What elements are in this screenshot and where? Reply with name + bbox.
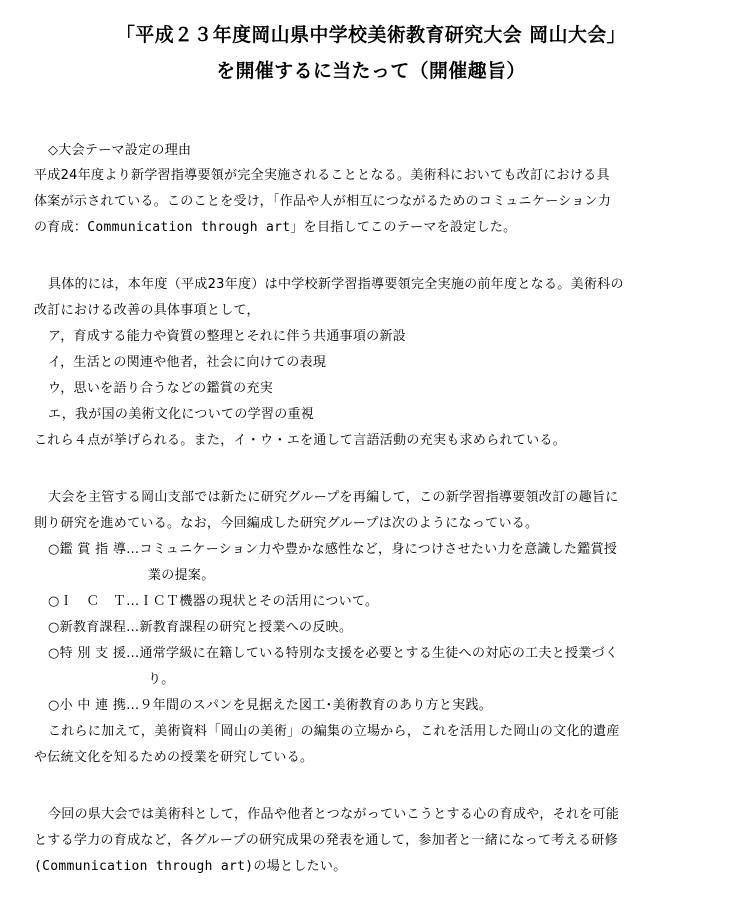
list-item: イ，生活との関連や他者，社会に向けての表現 <box>48 355 327 370</box>
group-item-appreciation: ○鑑 賞 指 導…コミュニケーション力や豊かな感性など，身につけさせたい力を意識した鑑賞授 <box>48 542 618 557</box>
para3-after-line1: これらに加えて，美術資料「岡山の美術」の編集の立場から，これを活用した岡山の文化的遺産 <box>48 724 620 739</box>
list-item: ウ，思いを語り合うなどの鑑賞の充実 <box>48 381 274 396</box>
para3-after-line2: や伝統文化を知るための授業を研究している。 <box>34 750 314 765</box>
para3-line2: 則り研究を進めている。なお，今回編成した研究グループは次のようになっている。 <box>34 516 539 531</box>
section-heading: ◇大会テーマ設定の理由 <box>48 143 192 158</box>
group-item-curriculum: ○新教育課程…新教育課程の研究と授業への反映。 <box>48 620 353 635</box>
para1-line1: 平成24年度より新学習指導要領が完全実施されることとなる。美術科においても改訂における具 <box>34 168 610 183</box>
para1-line3-post: 」を目指してこのテーマを設定した。 <box>290 220 517 235</box>
para4-line3-post: の場としたい。 <box>253 859 347 874</box>
group-item-appreciation-cont: 業の提案。 <box>148 568 215 583</box>
document-title-line1: 「平成２３年度岡山県中学校美術教育研究大会 岡山大会」 <box>116 24 627 46</box>
para4-line1: 今回の県大会では美術科として，作品や他者とつながっていこうとする心の育成や，それを可能 <box>48 807 620 822</box>
para1-line3-english: Communication through art <box>87 220 291 235</box>
list-item: エ，我が国の美術文化についての学習の重視 <box>48 407 315 422</box>
para4-line3 <box>34 859 347 875</box>
para1-line3 <box>34 220 516 236</box>
group-item-special-support: ○特 別 支 援…通常学級に在籍している特別な支援を必要とする生徒への対応の工夫と授業づく <box>48 646 619 661</box>
list-item: ア，育成する能力や資質の整理とそれに伴う共通事項の新設 <box>48 329 407 344</box>
document-title-line2: を開催するに当たって（開催趣旨） <box>216 60 526 82</box>
para2-line1: 具体的には，本年度（平成23年度）は中学校新学習指導要領完全実施の前年度となる。美術科の <box>48 277 624 292</box>
group-item-special-support-cont: り。 <box>148 672 175 687</box>
para4-line3-english: (Communication through art) <box>34 859 254 874</box>
para3-line1: 大会を主管する岡山支部では新たに研究グループを再編して，この新学習指導要領改訂の趣旨に <box>48 490 619 505</box>
group-item-elementary-junior: ○小 中 連 携…９年間のスパンを見据えた図工･美術教育のあり方と実践。 <box>48 698 493 713</box>
para1-line2: 体案が示されている。このことを受け，「作品や人が相互につながるためのコミュニケーション力 <box>34 194 612 209</box>
para2-closing: これら４点が挙げられる。また，イ・ウ・エを通して言語活動の充実も求められている。 <box>34 433 567 448</box>
group-item-ict: ○Ｉ Ｃ Ｔ…ＩＣＴ機器の現状とその活用について。 <box>48 594 379 609</box>
para1-line3-pre: の育成： <box>34 220 88 235</box>
para2-line2: 改訂における改善の具体事項として， <box>34 303 260 318</box>
para4-line2: とする学力の育成など，各グループの研究成果の発表を通して，参加者と一緒になって考える研修 <box>34 833 618 848</box>
